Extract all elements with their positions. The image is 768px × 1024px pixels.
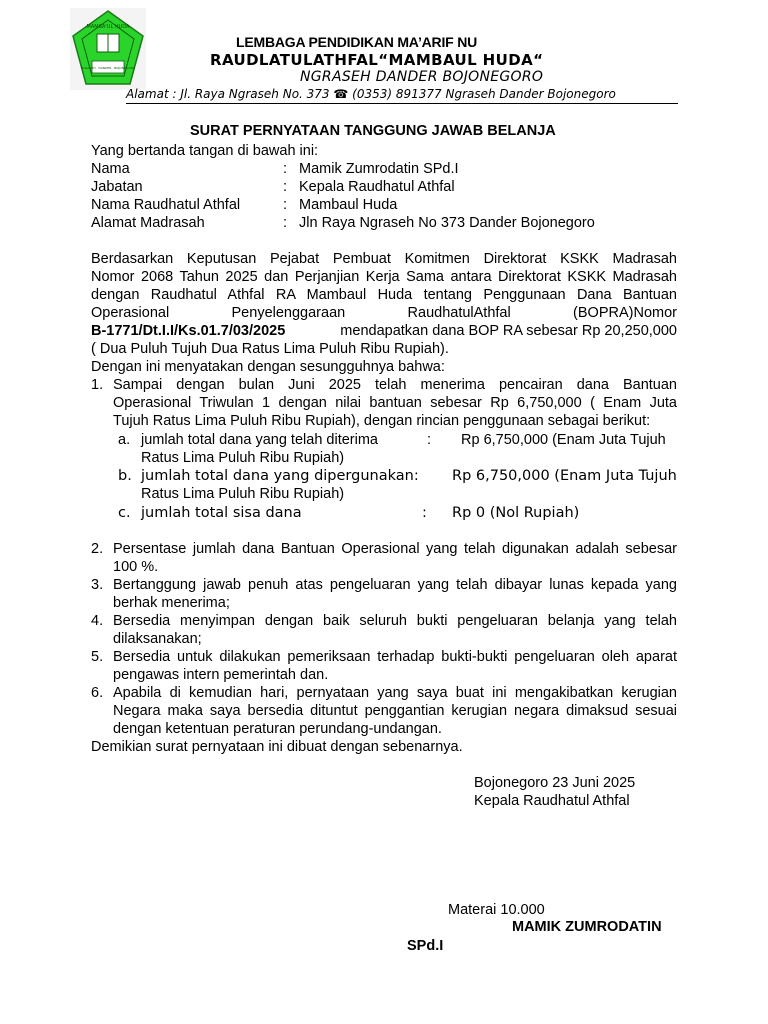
list-line: 100 %.: [113, 559, 159, 575]
list-number: 6.: [91, 685, 104, 701]
letterhead-divider: [126, 103, 678, 104]
sub-label: jumlah total dana yang telah diterima: [141, 432, 378, 448]
paragraph-line: ( Dua Puluh Tujuh Dua Ratus Lima Puluh Ribu Rupiah).: [91, 341, 449, 357]
list-line: Negara maka saya bersedia dituntut penggantian kerugian negara dimaksud sesuai: [113, 703, 677, 719]
identity-label: Nama Raudhatul Athfal: [91, 197, 241, 213]
paragraph-word: Penyelenggaraan: [231, 305, 346, 321]
list-text: [113, 684, 677, 738]
signer-name: MAMIK ZUMRODATIN: [512, 919, 662, 935]
identity-row-nama-ra: [91, 196, 691, 214]
list-text: [113, 612, 677, 648]
list-number: 1.: [91, 377, 104, 393]
paragraph-line: [91, 322, 677, 340]
identity-colon: :: [283, 197, 288, 213]
logo-text-top: MAMBA'UL HUDA: [86, 24, 130, 30]
identity-value: Mamik Zumrodatin SPd.I: [299, 161, 459, 177]
identity-row-nama: [91, 160, 691, 178]
place-date: Bojonegoro 23 Juni 2025: [474, 775, 636, 791]
logo-text-bottom: NGRASEH · DANDER · BOJONEGORO: [80, 66, 136, 70]
identity-value: Kepala Raudhatul Athfal: [299, 179, 455, 195]
sub-value: Rp 6,750,000 (Enam Juta Tujuh: [461, 432, 666, 448]
paragraph-line: Nomor 2068 Tahun 2025 dan Perjanjian Kerja Sama antara Direktorat KSKK Madrasah: [91, 269, 677, 285]
list-number: 3.: [91, 577, 104, 593]
list-text: [113, 376, 677, 430]
identity-label: Nama: [91, 161, 130, 177]
signer-degree: SPd.I: [407, 938, 444, 954]
sub-value-continued: Ratus Lima Puluh Ribu Rupiah): [141, 486, 345, 502]
sub-item-a: [118, 431, 677, 467]
list-line: Bersedia untuk dilakukan pemeriksaan terhadap bukti-bukti pengeluaran oleh aparat: [113, 649, 677, 665]
identity-label: Jabatan: [91, 179, 143, 195]
list-line: berhak menerima;: [113, 595, 230, 611]
list-line: Sampai dengan bulan Juni 2025 telah menerima pencairan dana Bantuan: [113, 377, 677, 393]
sub-item-b: [118, 467, 677, 503]
identity-colon: :: [283, 161, 288, 177]
signer-position: Kepala Raudhatul Athfal: [474, 793, 630, 809]
stamp-duty-label: Materai 10.000: [448, 902, 545, 918]
list-line: Operasional Triwulan 1 dengan nilai bantuan sebesar Rp 6,750,000 ( Enam Juta: [113, 395, 677, 411]
intro-text: Yang bertanda tangan di bawah ini:: [91, 143, 319, 159]
sub-label: jumlah total sisa dana: [141, 505, 302, 521]
list-line: dengan ketentuan peraturan perundang-undangan.: [113, 721, 442, 737]
letterhead-location: NGRASEH DANDER BOJONEGORO: [300, 69, 544, 85]
basis-paragraph: [91, 250, 677, 358]
closing-statement: Demikian surat pernyataan ini dibuat dengan sebenarnya.: [91, 739, 463, 755]
sub-colon: :: [427, 432, 432, 448]
sub-label: jumlah total dana yang dipergunakan:: [141, 468, 419, 484]
list-line: Bersedia menyimpan dengan baik seluruh bukti pengeluaran belanja yang telah: [113, 613, 677, 629]
list-line: Tujuh Ratus Lima Puluh Ribu Rupiah), dengan rincian penggunaan sebagai berikut:: [113, 413, 651, 429]
paragraph-line: dengan Raudhatul Athfal RA Mambaul Huda tentang Penggunaan Dana Bantuan: [91, 287, 677, 303]
paragraph-word: RaudhatulAthfal: [407, 305, 511, 321]
sub-value-continued: Ratus Lima Puluh Ribu Rupiah): [141, 450, 345, 466]
sub-number: b.: [118, 468, 132, 484]
identity-row-alamat: [91, 214, 691, 232]
list-text: [113, 576, 677, 612]
paragraph-line: [91, 304, 677, 322]
identity-colon: :: [283, 215, 288, 231]
sub-number: c.: [118, 505, 131, 521]
sub-number: a.: [118, 432, 131, 448]
sub-colon: :: [422, 505, 427, 521]
list-number: 5.: [91, 649, 104, 665]
identity-row-jabatan: [91, 178, 691, 196]
letterhead-address: Alamat : Jl. Raya Ngraseh No. 373 ☎ (0353) 891377 Ngraseh Dander Bojonegoro: [126, 87, 616, 101]
list-line: pengawas intern pemerintah dan.: [113, 667, 329, 683]
list-text: [113, 540, 677, 576]
sub-value: Rp 6,750,000 (Enam Juta Tujuh: [452, 468, 677, 484]
identity-value: Mambaul Huda: [299, 197, 398, 213]
paragraph-word: Operasional: [91, 305, 170, 321]
list-number: 4.: [91, 613, 104, 629]
identity-label: Alamat Madrasah: [91, 215, 205, 231]
identity-value: Jln Raya Ngraseh No 373 Dander Bojonegoro: [299, 215, 595, 231]
document-title: SURAT PERNYATAAN TANGGUNG JAWAB BELANJA: [190, 123, 556, 139]
school-logo: [70, 8, 146, 90]
list-line: Apabila di kemudian hari, pernyataan yang saya buat ini mengakibatkan kerugian: [113, 685, 677, 701]
paragraph-text: mendapatkan dana BOP RA sebesar Rp 20,250,000: [340, 323, 677, 339]
logo-emblem: [70, 8, 146, 90]
list-number: 2.: [91, 541, 104, 557]
identity-colon: :: [283, 179, 288, 195]
letterhead-institution: LEMBAGA PENDIDIKAN MA’ARIF NU: [236, 34, 478, 50]
list-line: Bertanggung jawab penuh atas pengeluaran yang telah dibayar lunas kepada yang: [113, 577, 677, 593]
letterhead-school-name: RAUDLATULATHFAL“MAMBAUL HUDA“: [210, 51, 544, 69]
list-line: dilaksanakan;: [113, 631, 202, 647]
sub-value: Rp 0 (Nol Rupiah): [452, 505, 580, 521]
declaration-list: [91, 376, 677, 756]
sub-item-c: [118, 504, 677, 522]
list-line: Persentase jumlah dana Bantuan Operasional yang telah digunakan adalah sebesar: [113, 541, 677, 557]
decree-number: B-1771/Dt.I.I/Ks.01.7/03/2025: [91, 323, 286, 339]
list-text: [113, 648, 677, 684]
paragraph-word: (BOPRA)Nomor: [573, 305, 677, 321]
paragraph-line: Berdasarkan Keputusan Pejabat Pembuat Komitmen Direktorat KSKK Madrasah: [91, 251, 677, 267]
declaration-intro: Dengan ini menyatakan dengan sesungguhnya bahwa:: [91, 359, 445, 375]
